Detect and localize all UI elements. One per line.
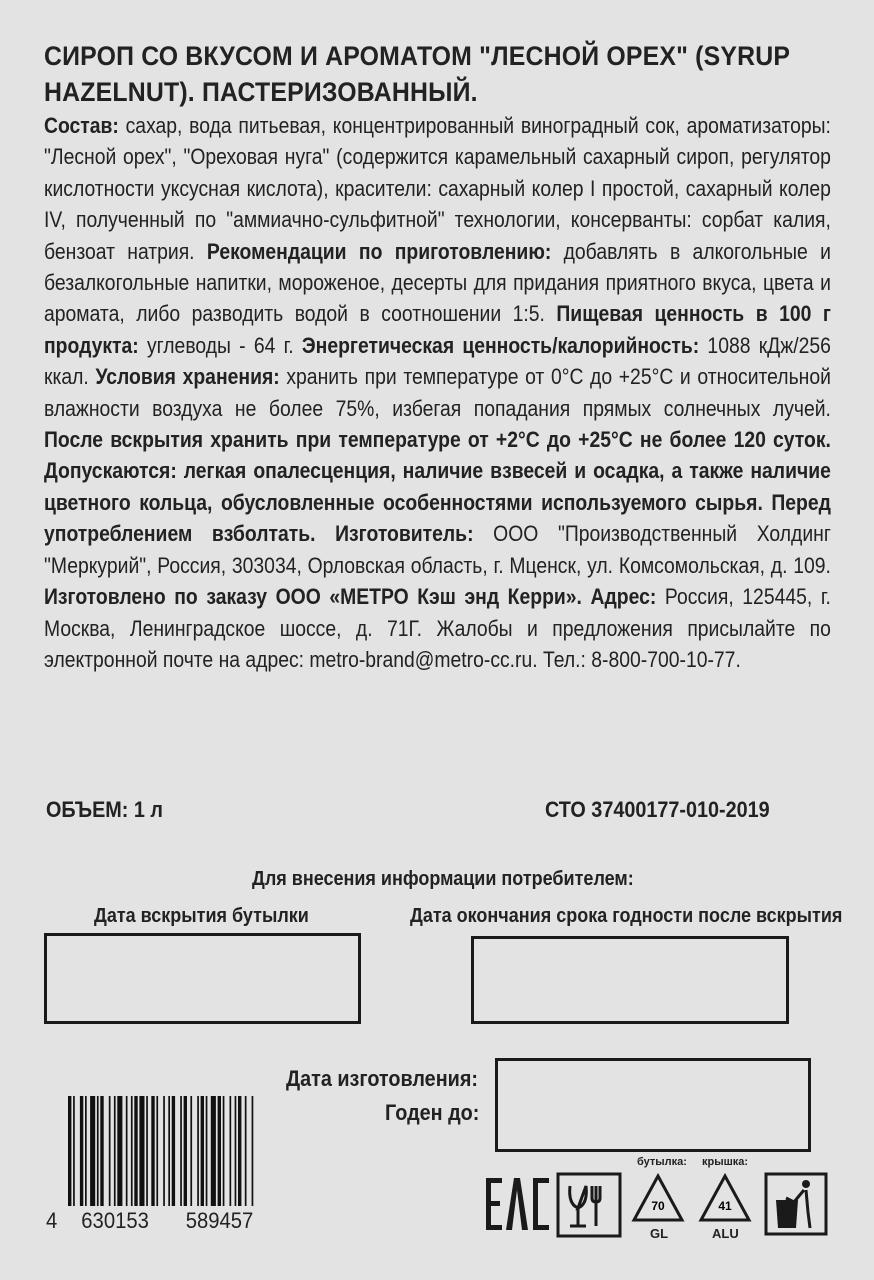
dispose-in-bin-icon xyxy=(764,1172,828,1236)
manufacture-date-box[interactable] xyxy=(495,1058,811,1152)
cap-code: 41 xyxy=(718,1199,732,1213)
manufacture-date-label: Дата изготовления: xyxy=(286,1066,478,1091)
nutrition-label: Пищевая ценность в 100 г продукта: xyxy=(44,301,831,358)
recycle-glass-icon xyxy=(628,1172,688,1228)
volume: ОБЪЕМ: 1 л xyxy=(46,797,163,822)
expiry-after-open-label: Дата окончания срока годности после вскрытия xyxy=(410,905,843,927)
bottle-label: бутылка: xyxy=(637,1156,687,1168)
food-contact-icon xyxy=(556,1172,622,1238)
composition-text: сахар, вода питьевая, концентрированный виноградный сок, ароматизаторы: "Лесной орех", "Ореховая нуга" (содержится карамельный сахарный сироп, регулятор кислотности уксусная кислота), красители: сахарный колер I простой, сахарный колер IV, полученный по "аммиачно-сульфитной" технологии, консерванты: сорбат калия, бензоат натрия. xyxy=(44,113,831,264)
open-date-box[interactable] xyxy=(44,933,361,1024)
maker-label: Изготовитель: xyxy=(315,521,474,547)
cap-label: крышка: xyxy=(702,1156,749,1168)
recommend-label: Рекомендации по приготовлению: xyxy=(206,238,552,264)
consumer-info-heading: Для внесения информации потребителем: xyxy=(252,868,634,890)
maker-text: ООО "Производственный Холдинг "Меркурий", Россия, 303034, Орловская область, г. Мценск, ул. Комсомольская, д. 109. xyxy=(44,521,831,578)
order-label: Изготовлено по заказу ООО «МЕТРО Кэш энд Керри». Адрес: xyxy=(44,584,657,610)
bottle-material: GL xyxy=(650,1226,669,1241)
order-text: Россия, 125445, г. Москва, Ленинградское шоссе, д. 71Г. Жалобы и предложения присылайте по электронной почте на адрес: metro-brand@metro-cc.ru. Тел.: 8-800-700-10-77. xyxy=(44,584,831,672)
cap-material: ALU xyxy=(712,1226,739,1241)
storage-text: хранить при температуре от 0°С до +25°С и относительной влажности воздуха не более 75%, избегая попадания прямых солнечных лучей. xyxy=(44,364,831,421)
best-before-label: Годен до: xyxy=(385,1100,480,1125)
energy-text: 1088 кДж/256 ккал. xyxy=(44,332,831,390)
barcode-digit-group-1: 630153 xyxy=(81,1208,149,1233)
recycle-aluminum-icon xyxy=(695,1172,755,1228)
recommend-text: добавлять в алкогольные и безалкогольные напитки, мороженое, десерты для придания приятного вкуса, цвета и аромата, либо разводить водой в соотношении 1:5. xyxy=(44,238,831,327)
composition-label: Состав: xyxy=(44,113,119,138)
product-description xyxy=(44,110,831,675)
storage-label: Условия хранения: xyxy=(95,364,280,390)
bottle-code: 70 xyxy=(651,1199,665,1213)
product-title: СИРОП СО ВКУСОМ И АРОМАТОМ "ЛЕСНОЙ ОРЕХ" (SYRUP HAZELNUT). ПАСТЕРИЗОВАННЫЙ. xyxy=(44,41,790,107)
barcode-digit-group-2: 589457 xyxy=(185,1208,254,1233)
open-date-label: Дата вскрытия бутылки xyxy=(94,905,309,927)
standard-code: СТО 37400177-010-2019 xyxy=(545,797,770,822)
expiry-after-open-box[interactable] xyxy=(471,936,789,1024)
eac-mark-icon xyxy=(484,1172,552,1236)
barcode-image xyxy=(68,1096,312,1216)
barcode-digit-first: 4 xyxy=(46,1208,58,1233)
after-open-text: После вскрытия хранить при температуре от +2°С до +25°С не более 120 суток. Допускаются: легкая опалесценция, наличие взвесей и осадка, а также наличие цветного кольца, обусловленные особенностями используемого сырья. Перед употреблением взболтать. xyxy=(44,427,831,547)
barcode-digits xyxy=(46,1208,322,1234)
nutrition-text: углеводы - 64 г. xyxy=(138,332,302,358)
energy-label: Энергетическая ценность/калорийность: xyxy=(301,332,700,358)
